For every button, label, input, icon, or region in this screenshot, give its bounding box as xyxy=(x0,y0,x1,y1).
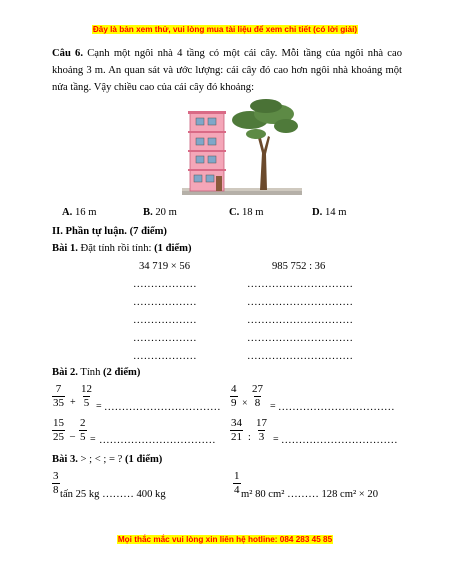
hotline-notice: Mọi thắc mắc vui lòng xin liên hệ hotline: 084 283 45 85 xyxy=(117,535,333,544)
fraction: $\frac{34}{21}$ xyxy=(231,417,242,443)
question-6-text: Cạnh một ngôi nhà 4 tầng có một cái cây. Mỗi tầng của ngôi nhà cao khoảng 3 m. An quan sát và ước lượng: cái cây đó cao hơn ngôi nhà khoảng một nửa tầng. Vậy chiều cao của cái cây đó khoảng: xyxy=(52,48,402,93)
fraction: $\frac{2}{5}$ xyxy=(80,417,86,443)
operator: – xyxy=(70,431,75,442)
fraction: $\frac{3}{8}$ xyxy=(53,470,59,496)
fraction: $\frac{12}{5}$ xyxy=(81,383,92,409)
equals-sign: = xyxy=(273,434,279,445)
house-image xyxy=(188,111,226,191)
answer-line-left[interactable]: ……………… xyxy=(133,351,197,362)
exercise-2-heading: Bài 2. Tính (2 điểm) xyxy=(52,367,141,378)
fraction: $\frac{7}{35}$ xyxy=(53,383,64,409)
part-2-heading: II. Phần tự luận. (7 điểm) xyxy=(52,226,167,237)
answer-line-right[interactable]: ………………………… xyxy=(247,333,353,344)
comparison-left[interactable]: tấn 25 kg ……… 400 kg xyxy=(60,489,166,500)
fraction: $\frac{17}{3}$ xyxy=(256,417,267,443)
tree-image xyxy=(232,99,298,190)
question-6-label: Câu 6. xyxy=(52,48,84,59)
equals-sign: = xyxy=(90,434,96,445)
answer-line-left[interactable]: ……………… xyxy=(133,279,197,290)
question-6 xyxy=(52,45,402,96)
exercise-1-expression-left: 34 719 × 56 xyxy=(139,261,190,272)
operator: × xyxy=(242,398,248,409)
answer-line-left[interactable]: ……………… xyxy=(133,297,197,308)
exercise-1-heading: Bài 1. Đặt tính rồi tính: (1 điểm) xyxy=(52,243,192,254)
equals-sign: = xyxy=(270,401,276,412)
preview-notice: Đây là bản xem thử, vui lòng mua tài liệu để xem chi tiết (có lời giải) xyxy=(92,25,358,34)
answer-line[interactable]: …………………………… xyxy=(99,435,216,446)
fraction: $\frac{4}{9}$ xyxy=(231,383,237,409)
answer-choices xyxy=(0,206,450,220)
exercise-3-heading: Bài 3. > ; < ; = ? (1 điểm) xyxy=(52,454,163,465)
fraction: $\frac{1}{4}$ xyxy=(234,470,240,496)
fraction: $\frac{15}{25}$ xyxy=(53,417,64,443)
answer-line[interactable]: …………………………… xyxy=(278,402,395,413)
choice-c[interactable]: C. 18 m xyxy=(229,207,264,218)
answer-line[interactable]: …………………………… xyxy=(104,402,221,413)
answer-line[interactable]: …………………………… xyxy=(281,435,398,446)
operator: + xyxy=(70,397,76,408)
choice-a[interactable]: A. 16 m xyxy=(62,207,97,218)
choice-b[interactable]: B. 20 m xyxy=(143,207,177,218)
exercise-1-expression-right: 985 752 : 36 xyxy=(272,261,326,272)
fraction: $\frac{27}{8}$ xyxy=(252,383,263,409)
choice-d[interactable]: D. 14 m xyxy=(312,207,347,218)
equals-sign: = xyxy=(96,401,102,412)
answer-line-right[interactable]: ………………………… xyxy=(247,279,353,290)
answer-line-left[interactable]: ……………… xyxy=(133,315,197,326)
comparison-right[interactable]: m² 80 cm² ……… 128 cm² × 20 xyxy=(241,489,379,500)
answer-line-right[interactable]: ………………………… xyxy=(247,351,353,362)
answer-line-right[interactable]: ………………………… xyxy=(247,297,353,308)
answer-line-right[interactable]: ………………………… xyxy=(247,315,353,326)
operator: : xyxy=(248,432,251,443)
answer-line-left[interactable]: ……………… xyxy=(133,333,197,344)
house-and-tree-illustration xyxy=(182,98,302,198)
